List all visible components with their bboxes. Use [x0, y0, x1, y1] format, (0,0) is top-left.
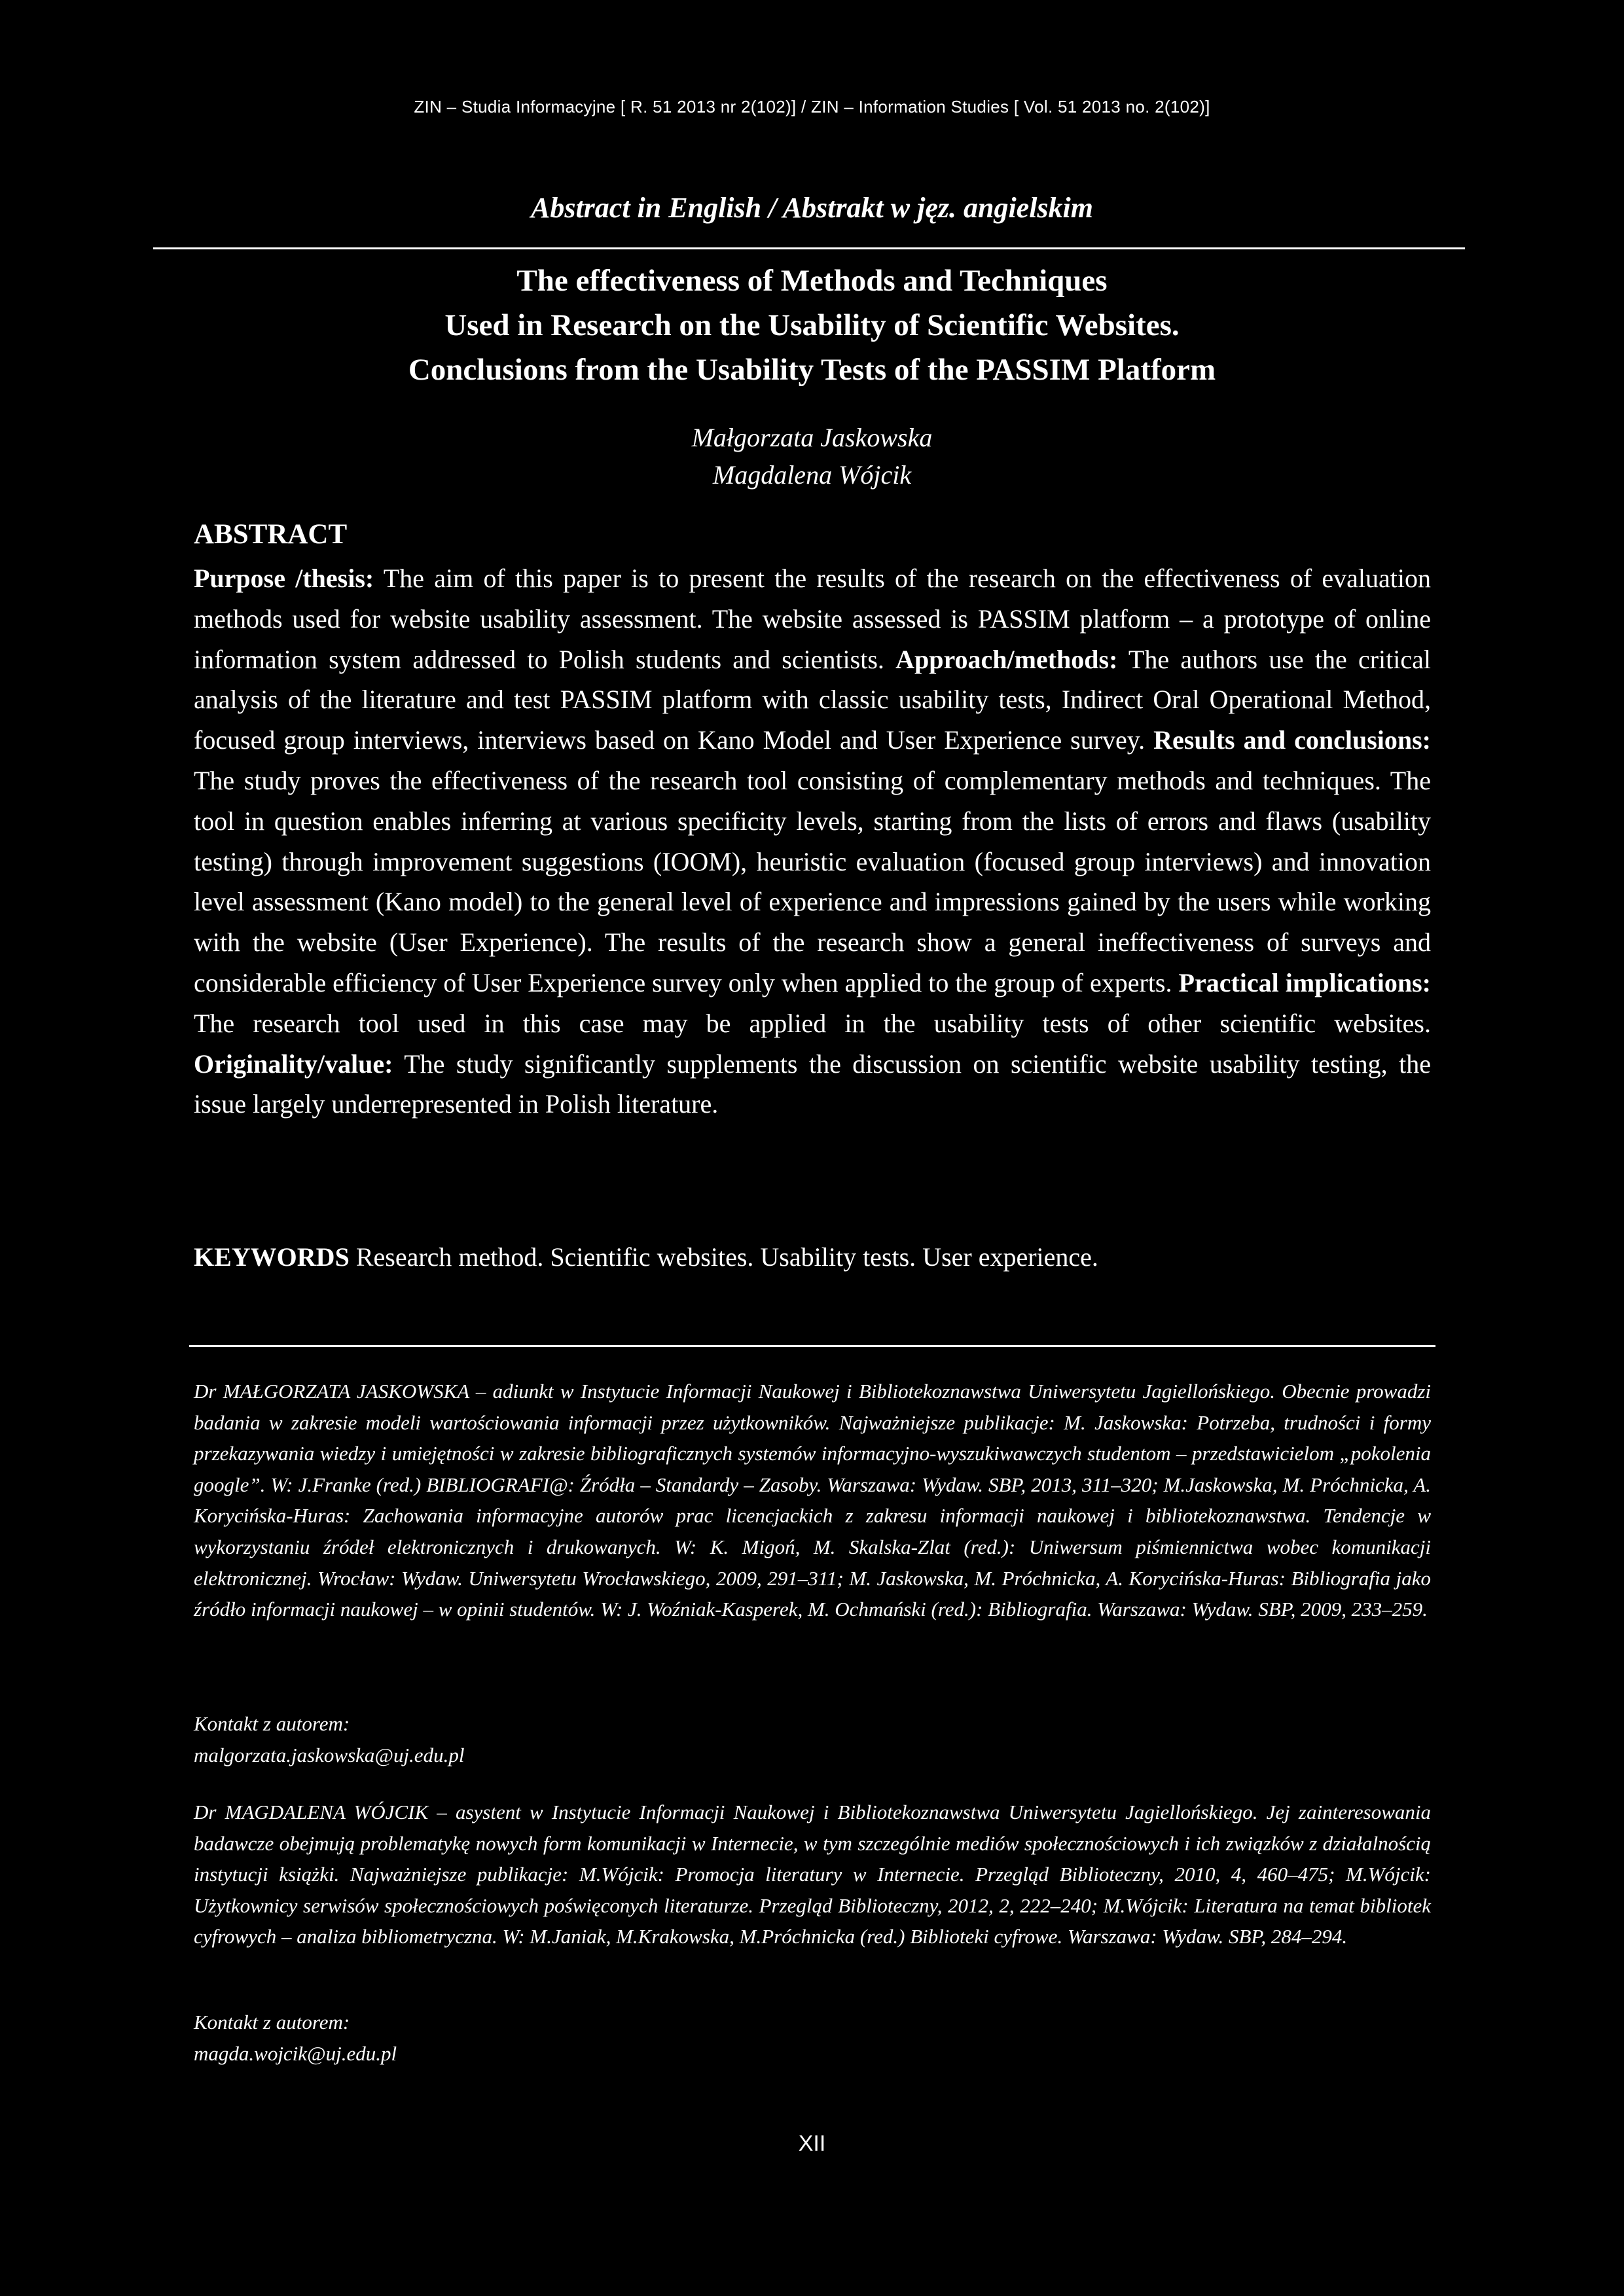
author-1-bio: Dr MAŁGORZATA JASKOWSKA – adiunkt w Instytucie Informacji Naukowej i Bibliotekoznawstwa Uniwersytetu Jagiellońskiego. Obecnie prowadzi badania w zakresie modeli wartościowania informacji przez użytkowników. Najważniejsze publikacje: M. Jaskowska: Potrzeba, trudności i formy przekazywania wiedzy i umiejętności w zakresie bibliograficznych systemów informacyjno-wyszukiwawczych studentom – przedstawicielom „pokolenia google”. W: J.Franke (red.) BIBLIOGRAFI@: Źródła – Standardy – Zasoby. Warszawa: Wydaw. SBP, 2013, 311–320; M.Jaskowska, M. Próchnicka, A. Korycińska-Huras: Zachowania informacyjne autorów prac licencjackich z zakresu informacji naukowej i bibliotekoznawstwa. Tendencje w wykorzystaniu źródeł elektronicznych i drukowanych. W: K. Migoń, M. Skalska-Zlat (red.): Uniwersum piśmiennictwa wobec komunikacji elektronicznej. Wrocław: Wydaw. Uniwersytetu Wrocławskiego, 2009, 291–311; M. Jaskowska, M. Próchnicka, A. Korycińska-Huras: Bibliografia jako źródło informacji naukowej – w opinii studentów. W: J. Woźniak-Kasperek, M. Ochmański (red.): Bibliografia. Warszawa: Wydaw. SBP, 2009, 233–259.	[194, 1380, 1431, 1621]
author-2-email[interactable]: magda.wojcik@uj.edu.pl	[194, 2041, 397, 2065]
results-label: Results and conclusions:	[1153, 725, 1432, 755]
approach-label: Approach/methods:	[895, 644, 1118, 674]
author-list	[0, 419, 1624, 493]
contact-label: Kontakt z autorem:	[194, 2011, 350, 2034]
keywords	[194, 1237, 1431, 1278]
contact-label: Kontakt z autorem:	[194, 1712, 350, 1735]
footnote-divider	[189, 1345, 1435, 1347]
title-line-1: The effectiveness of Methods and Techniques	[516, 264, 1108, 298]
keywords-text: Research method. Scientific websites. Usability tests. User experience.	[349, 1242, 1098, 1272]
title-line-3: Conclusions from the Usability Tests of the PASSIM Platform	[408, 353, 1216, 387]
approach-text: The authors use the critical analysis of the literature and test PASSIM platform with classic usability tests, Indirect Oral Operational Method, focused group interviews, interviews based on Kano Model and User Experience survey.	[194, 644, 1431, 755]
paper-title	[0, 259, 1624, 392]
abstract-body	[194, 558, 1431, 1124]
abstract-heading: ABSTRACT	[194, 519, 348, 550]
running-head: ZIN – Studia Informacyjne [ R. 51 2013 nr 2(102)] / ZIN – Information Studies [ Vol. 51 2013 no. 2(102)]	[414, 97, 1210, 117]
title-divider	[153, 247, 1465, 249]
section-heading: Abstract in English / Abstrakt w jęz. angielskim	[530, 192, 1093, 224]
originality-text: The study significantly supplements the discussion on scientific website usability testing, the issue largely underrepresented in Polish literature.	[194, 1049, 1431, 1119]
author-2-contact	[194, 2007, 1431, 2069]
title-line-2: Used in Research on the Usability of Scientific Websites.	[444, 308, 1180, 342]
author-2-bio: Dr MAGDALENA WÓJCIK – asystent w Instytucie Informacji Naukowej i Bibliotekoznawstwa Uniwersytetu Jagiellońskiego. Jej zainteresowania badawcze obejmują problematykę nowych form komunikacji w Internecie, w tym szczególnie mediów społecznościowych i ich związków z działalnością instytucji książki. Najważniejsze publikacje: M.Wójcik: Promocja literatury w Internecie. Przegląd Biblioteczny, 2010, 4, 460–475; M.Wójcik: Użytkownicy serwisów społecznościowych poświęconych literaturze. Przegląd Biblioteczny, 2012, 2, 222–240; M.Wójcik: Literatura na temat bibliotek cyfrowych – analiza bibliometryczna. W: M.Janiak, M.Krakowska, M.Próchnicka (red.) Biblioteki cyfrowe. Warszawa: Wydaw. SBP, 284–294.	[194, 1801, 1431, 1948]
author-name: Magdalena Wójcik	[712, 460, 912, 490]
author-1-contact	[194, 1708, 1431, 1770]
purpose-label: Purpose /thesis:	[194, 564, 374, 593]
page-number: XII	[798, 2131, 826, 2156]
author-name: Małgorzata Jaskowska	[691, 423, 933, 452]
implications-text: The research tool used in this case may be applied in the usability tests of other scientific websites.	[194, 1008, 1431, 1038]
results-text: The study proves the effectiveness of the research tool consisting of complementary methods and techniques. The tool in question enables inferring at various specificity levels, starting from the lists of errors and flaws (usability testing) through improvement suggestions (IOOM), heuristic evaluation (focused group interviews) and innovation level assessment (Kano model) to the general level of experience and impressions gained by the users while working with the website (User Experience). The results of the research show a general ineffectiveness of surveys and considerable efficiency of User Experience survey only when applied to the group of experts.	[194, 765, 1431, 997]
purpose-text: The aim of this paper is to present the results of the research on the effectiveness of evaluation methods used for website usability assessment. The website assessed is PASSIM platform – a prototype of online information system addressed to Polish students and scientists.	[194, 564, 1432, 674]
implications-label: Practical implications:	[1178, 967, 1432, 997]
originality-label: Originality/value:	[194, 1049, 393, 1079]
author-1-email[interactable]: malgorzata.jaskowska@uj.edu.pl	[194, 1743, 465, 1767]
keywords-label: KEYWORDS	[194, 1242, 350, 1272]
